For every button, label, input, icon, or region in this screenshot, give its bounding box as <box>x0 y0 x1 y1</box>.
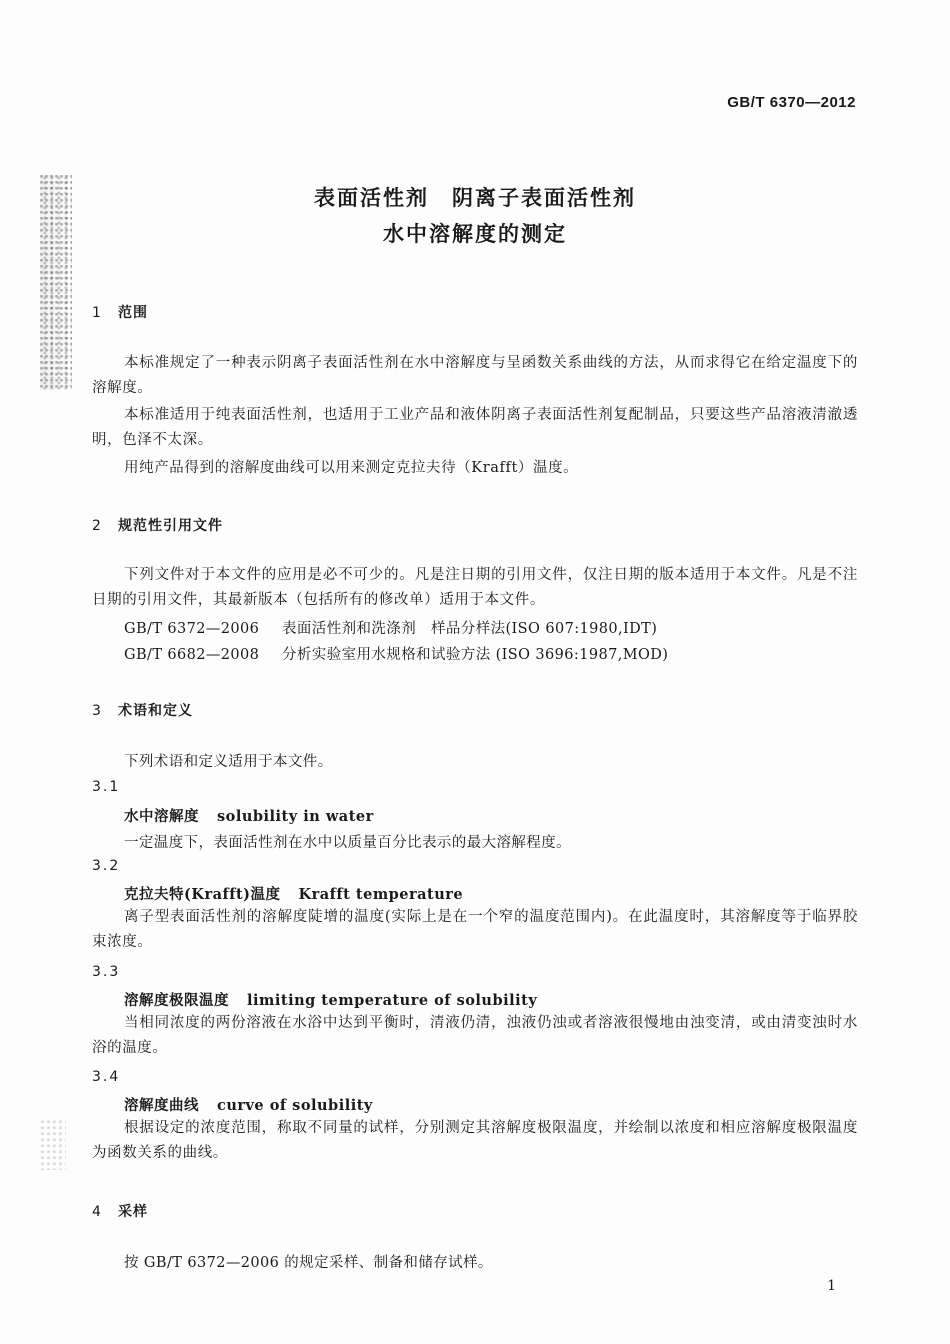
section-title: 术语和定义 <box>118 703 193 719</box>
term-en: curve of solubility <box>217 1097 373 1114</box>
term-number: 3.2 <box>92 858 121 874</box>
section-heading-normative-references <box>92 515 223 535</box>
term-zh: 溶解度极限温度 <box>124 992 229 1009</box>
reference-title: 分析实验室用水规格和试验方法 (ISO 3696:1987,MOD) <box>282 647 669 663</box>
reference-code: GB/T 6682—2008 <box>124 647 260 663</box>
term-en: solubility in water <box>217 808 374 825</box>
section-heading-sampling <box>92 1201 148 1221</box>
section-number: 4 <box>92 1204 102 1220</box>
term-name <box>124 883 463 904</box>
section-number: 3 <box>92 703 102 719</box>
paragraph: 本标准适用于纯表面活性剂，也适用于工业产品和液体阴离子表面活性剂复配制品，只要这些产品溶液清澈透明，色泽不太深。 <box>92 407 858 448</box>
term-number: 3.1 <box>92 779 121 795</box>
section-heading-scope <box>92 302 148 322</box>
term-name <box>124 989 537 1010</box>
section-title: 采样 <box>118 1204 148 1220</box>
section-title: 规范性引用文件 <box>118 518 223 534</box>
document-title-line1: 表面活性剂 阴离子表面活性剂 <box>314 186 636 210</box>
reference-entry <box>124 617 657 638</box>
paragraph: 本标准规定了一种表示阴离子表面活性剂在水中溶解度与呈函数关系曲线的方法，从而求得它在给定温度下的溶解度。 <box>92 355 858 396</box>
section-number: 1 <box>92 305 102 321</box>
term-number: 3.3 <box>92 964 121 980</box>
term-definition: 离子型表面活性剂的溶解度陡增的温度(实际上是在一个窄的温度范围内)。在此温度时，其溶解度等于临界胶束浓度。 <box>92 909 858 950</box>
term-number: 3.4 <box>92 1069 121 1085</box>
term-definition: 当相同浓度的两份溶液在水浴中达到平衡时，清液仍清，浊液仍浊或者溶液很慢地由浊变清，或由清变浊时水浴的温度。 <box>92 1015 858 1056</box>
reference-code: GB/T 6372—2006 <box>124 621 260 637</box>
section-number: 2 <box>92 518 102 534</box>
term-en: limiting temperature of solubility <box>247 992 538 1009</box>
term-zh: 水中溶解度 <box>124 808 199 825</box>
section-intro: 下列术语和定义适用于本文件。 <box>124 754 333 770</box>
term-definition: 一定温度下，表面活性剂在水中以质量百分比表示的最大溶解程度。 <box>124 835 571 851</box>
section-title: 范围 <box>118 305 148 321</box>
term-zh: 克拉夫特(Krafft)温度 <box>124 886 281 903</box>
paragraph: 下列文件对于本文件的应用是必不可少的。凡是注日期的引用文件，仅注日期的版本适用于本文件。凡是不注日期的引用文件，其最新版本（包括所有的修改单）适用于本文件。 <box>92 567 858 608</box>
term-en: Krafft temperature <box>298 886 464 903</box>
term-definition: 根据设定的浓度范围，称取不同量的试样，分别测定其溶解度极限温度，并绘制以浓度和相应溶解度极限温度为函数关系的曲线。 <box>92 1120 858 1161</box>
paragraph: 按 GB/T 6372—2006 的规定采样、制备和储存试样。 <box>124 1255 493 1271</box>
term-name <box>124 1094 373 1115</box>
reference-title: 表面活性剂和洗涤剂 样品分样法(ISO 607:1980,IDT) <box>282 621 658 637</box>
reference-entry <box>124 643 668 664</box>
scan-artifact <box>40 1120 66 1170</box>
section-heading-terms-definitions <box>92 700 193 720</box>
page-number: 1 <box>827 1278 836 1294</box>
paragraph: 用纯产品得到的溶解度曲线可以用来测定克拉夫待（Krafft）温度。 <box>124 460 579 476</box>
standard-code: GB/T 6370—2012 <box>727 94 856 111</box>
document-title-line2: 水中溶解度的测定 <box>383 222 567 246</box>
term-name <box>124 805 374 826</box>
term-zh: 溶解度曲线 <box>124 1097 199 1114</box>
